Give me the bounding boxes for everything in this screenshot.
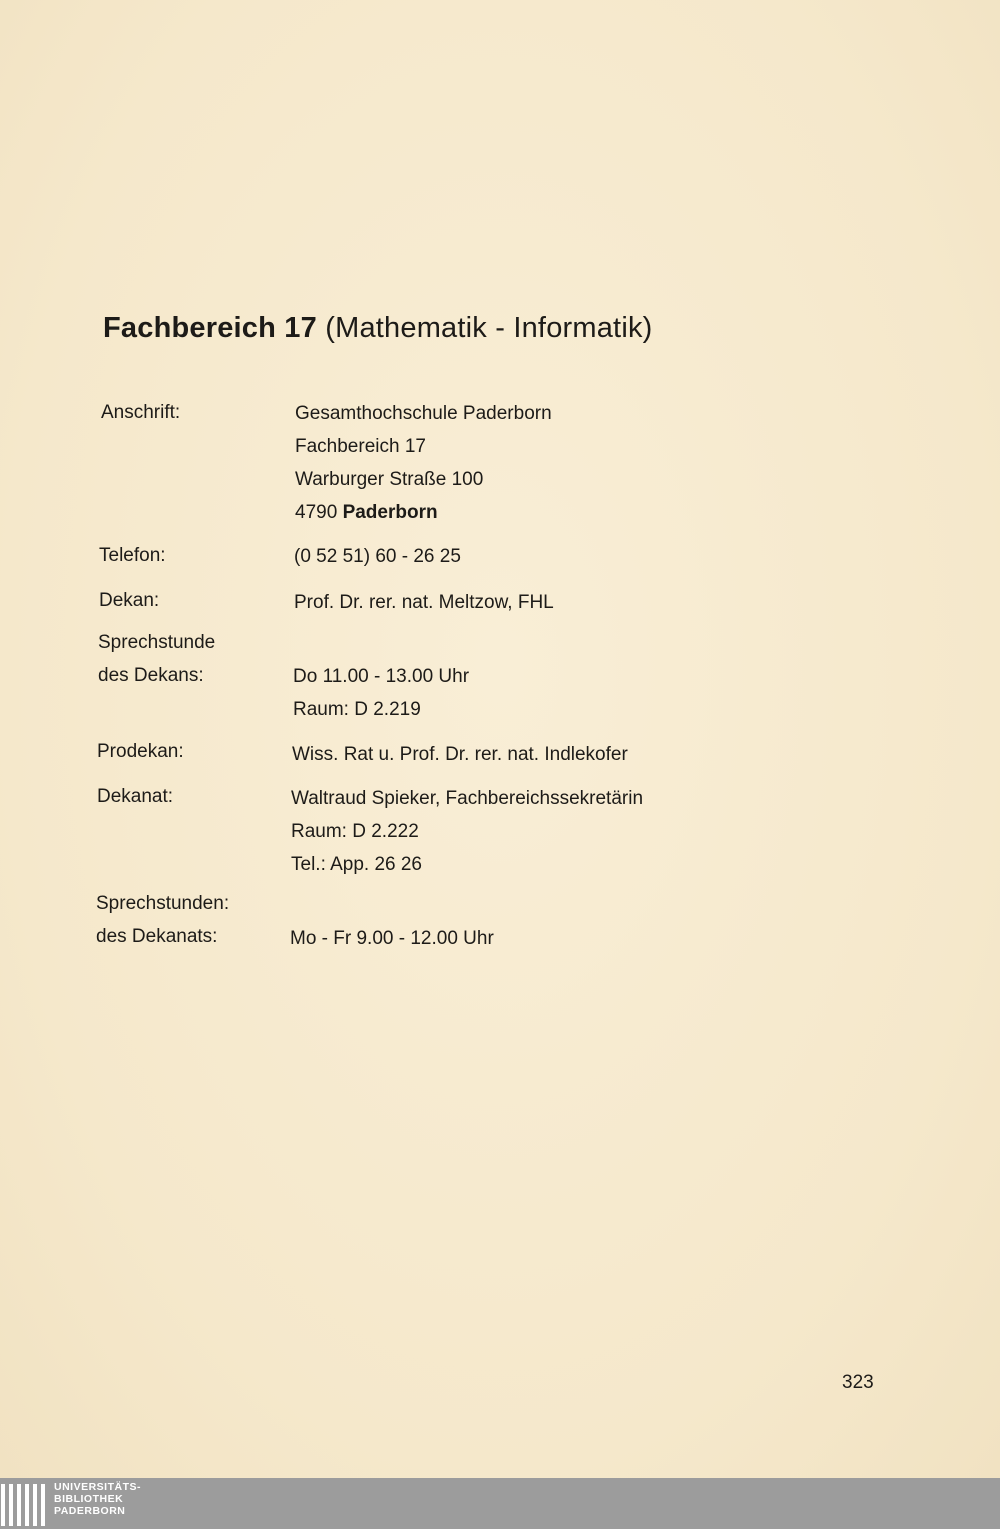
address-line-department: Fachbereich 17 bbox=[295, 436, 426, 457]
address-city: Paderborn bbox=[342, 502, 438, 523]
dean-office-hours-label-a: Sprechstunden: bbox=[96, 893, 230, 914]
page-number: 323 bbox=[842, 1372, 874, 1393]
vice-dean-value: Wiss. Rat u. Prof. Dr. rer. nat. Indlekofer bbox=[292, 744, 628, 765]
dean-office-hours-label-line2: des Dekans: bbox=[98, 665, 204, 686]
dean-office-hours-label-line1: Sprechstunde bbox=[98, 632, 216, 653]
library-logo-text bbox=[54, 1481, 141, 1517]
dean-label: Dekan: bbox=[99, 590, 160, 611]
phone-label: Telefon: bbox=[99, 545, 166, 566]
dean-office-hours-label bbox=[98, 626, 215, 692]
logo-line-3: PADERBORN bbox=[54, 1505, 126, 1517]
dean-office-room: Raum: D 2.222 bbox=[291, 821, 419, 842]
dean-office-hours-time-value: Mo - Fr 9.00 - 12.00 Uhr bbox=[290, 928, 494, 949]
dean-value: Prof. Dr. rer. nat. Meltzow, FHL bbox=[294, 592, 554, 613]
dean-office-value bbox=[291, 782, 643, 881]
library-footer-bar bbox=[0, 1478, 1000, 1529]
address-line-street: Warburger Straße 100 bbox=[295, 469, 484, 490]
title-subject: (Mathematik - Informatik) bbox=[325, 312, 653, 344]
dean-office-hours-label-group bbox=[96, 887, 229, 953]
dean-office-secretary: Waltraud Spieker, Fachbereichssekretärin bbox=[291, 788, 644, 809]
title-department: Fachbereich 17 bbox=[103, 312, 317, 344]
dean-office-label: Dekanat: bbox=[97, 786, 174, 807]
dean-office-hours-label-b: des Dekanats: bbox=[96, 926, 218, 947]
address-line-city bbox=[295, 496, 552, 529]
dean-office-hours-value bbox=[293, 660, 469, 726]
address-line-institution: Gesamthochschule Paderborn bbox=[295, 403, 552, 424]
vice-dean-label: Prodekan: bbox=[97, 741, 184, 762]
dean-office-hours-room: Raum: D 2.219 bbox=[293, 699, 421, 720]
page-title bbox=[103, 312, 653, 345]
address-postal-code: 4790 bbox=[295, 502, 338, 523]
library-logo-icon bbox=[0, 1484, 48, 1526]
phone-value: (0 52 51) 60 - 26 25 bbox=[294, 546, 461, 567]
dean-office-hours-time: Do 11.00 - 13.00 Uhr bbox=[293, 666, 470, 687]
address-label: Anschrift: bbox=[101, 402, 181, 423]
dean-office-phone: Tel.: App. 26 26 bbox=[291, 854, 422, 875]
logo-line-2: BIBLIOTHEK bbox=[54, 1493, 124, 1505]
logo-line-1: UNIVERSITÄTS- bbox=[54, 1481, 142, 1493]
address-value bbox=[295, 397, 552, 529]
